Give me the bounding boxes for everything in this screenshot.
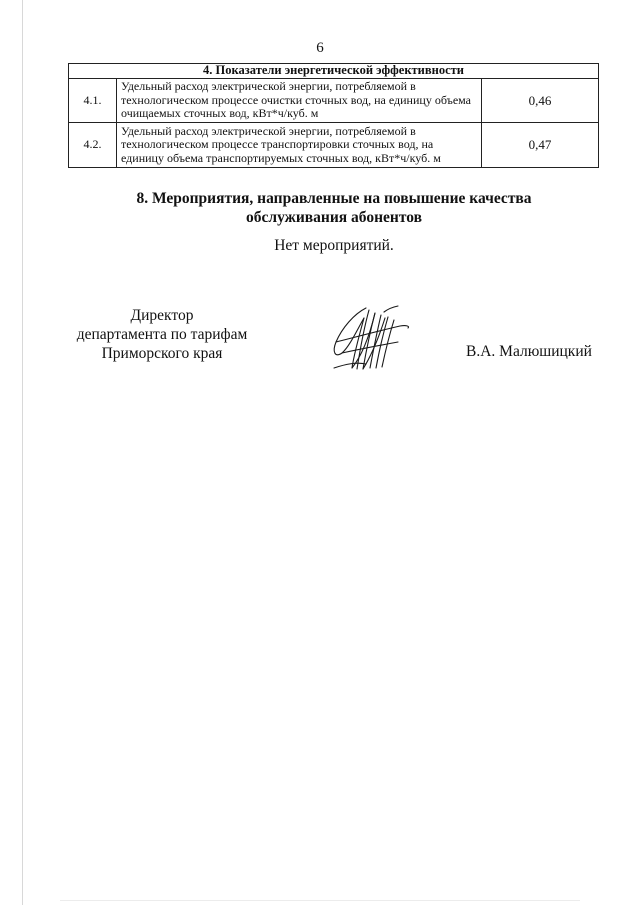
table-row: [69, 79, 599, 123]
table-section-header: 4. Показатели энергетической эффективности: [69, 64, 599, 79]
row-number: 4.2.: [69, 123, 117, 168]
section-title-line-2: обслуживания абонентов: [246, 209, 422, 226]
position-line-3: Приморского края: [101, 345, 223, 362]
bottom-edge-line: [60, 900, 580, 901]
position-line-2: департамента по тарифам: [76, 326, 248, 343]
row-value: 0,47: [482, 123, 599, 168]
row-description: Удельный расход электрической энергии, потребляемой в технологическом процессе очистки сточных вод, на единицу объема очищаемых сточных вод, кВт*ч/куб. м: [117, 79, 482, 123]
table-section-row: [69, 64, 599, 79]
table-row: [69, 123, 599, 168]
page-number: 6: [316, 40, 324, 56]
section-title: [60, 189, 608, 227]
section-body: Нет мероприятий.: [274, 237, 394, 254]
signatory-name: В.А. Малюшицкий: [466, 343, 592, 360]
row-description: Удельный расход электрической энергии, потребляемой в технологическом процессе транспортировки сточных вод, на единицу объема транспортируемых сточных вод, кВт*ч/куб. м: [117, 123, 482, 168]
handwritten-signature: [322, 298, 414, 378]
indicators-table: [68, 63, 599, 168]
row-number: 4.1.: [69, 79, 117, 123]
section-title-line-1: 8. Мероприятия, направленные на повышение качества: [136, 190, 532, 207]
scan-edge-line: [22, 0, 23, 905]
row-value: 0,46: [482, 79, 599, 123]
director-position: [55, 306, 269, 363]
position-line-1: Директор: [130, 307, 194, 324]
